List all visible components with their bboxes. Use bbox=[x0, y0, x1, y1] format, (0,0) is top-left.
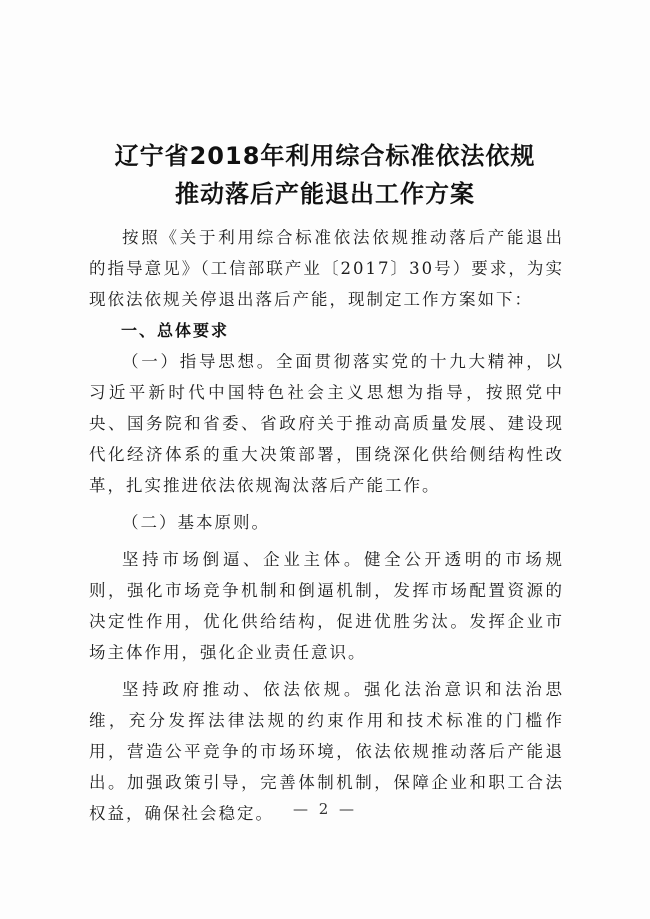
document-title-line1: 辽宁省2018年利用综合标准依法依规 bbox=[114, 142, 536, 170]
section-heading-general-requirements: 一、总体要求 bbox=[121, 321, 230, 340]
guiding-ideology-paragraph: （一）指导思想。全面贯彻落实党的十九大精神，以习近平新时代中国特色社会主义思想为指导，按照党中央、国务院和省委、省政府关于推动高质量发展、建设现代化经济体系的重大决策部署，围绕深化供给侧结构性改革，扎实推进依法依规淘汰落后产能工作。 bbox=[89, 352, 564, 495]
document-body bbox=[89, 222, 564, 829]
principle-government-paragraph: 坚持政府推动、依法依规。强化法治意识和法治思维，充分发挥法律法规的约束作用和技术标准的门槛作用，营造公平竞争的市场环境，依法依规推动落后产能退出。加强政策引导，完善体制机制，保障企业和职工合法权益，确保社会稳定。 bbox=[89, 680, 564, 823]
intro-paragraph: 按照《关于利用综合标准依法依规推动落后产能退出的指导意见》（工信部联产业〔2017〕30号）要求，为实现依法依规关停退出落后产能，现制定工作方案如下： bbox=[89, 228, 564, 309]
basic-principles-heading: （二）基本原则。 bbox=[122, 513, 270, 532]
principle-market-paragraph: 坚持市场倒逼、企业主体。健全公开透明的市场规则，强化市场竞争机制和倒逼机制，发挥市场配置资源的决定性作用，优化供给结构，促进优胜劣汰。发挥企业市场主体作用，强化企业责任意识。 bbox=[89, 550, 564, 662]
document-title-line2: 推动落后产能退出工作方案 bbox=[175, 180, 475, 208]
page-number: — 2 — bbox=[292, 800, 358, 818]
